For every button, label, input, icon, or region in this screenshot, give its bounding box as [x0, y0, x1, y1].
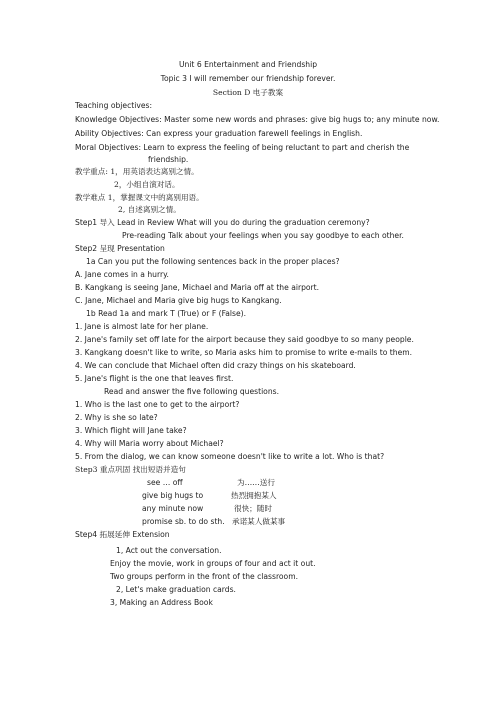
question-4: 4. Why will Maria worry about Michael? [75, 439, 224, 448]
option-b: B. Kangkang is seeing Jane, Michael and Maria off at the airport. [75, 283, 320, 292]
objectives-heading: Teaching objectives: [75, 101, 153, 110]
step2-heading: Step2 呈现 Presentation [75, 244, 165, 253]
exercise-1b: 1b Read 1a and mark T (True) or F (False). [86, 309, 247, 318]
extension-5: 3, Making an Address Book [110, 598, 213, 607]
step1-line2: Pre-reading Talk about your feelings when you say goodbye to each other. [122, 231, 404, 240]
option-c: C. Jane, Michael and Maria give big hugs to Kangkang. [75, 296, 282, 305]
phrase-2-meaning: 热烈拥抱某人 [231, 491, 277, 500]
questions-heading: Read and answer the five following questions. [104, 387, 280, 396]
option-a: A. Jane comes in a hurry. [75, 270, 169, 279]
question-3: 3. Which flight will Jane take? [75, 426, 187, 435]
phrase-3: any minute now [142, 504, 204, 513]
topic-title: Topic 3 I will remember our friendship forever. [160, 74, 336, 83]
knowledge-objective: Knowledge Objectives: Master some new words and phrases: give big hugs to; any minute now. [75, 115, 440, 124]
statement-1: 1. Jane is almost late for her plane. [75, 322, 209, 331]
key-point-2: 2，小组自演对话。 [114, 180, 180, 189]
difficult-point-2: 2, 自述离别之情。 [118, 205, 181, 214]
extension-3: Two groups perform in the front of the classroom. [110, 572, 299, 581]
statement-3: 3. Kangkang doesn't like to write, so Maria asks him to promise to write e-mails to them. [75, 348, 413, 357]
step3-heading: Step3 重点巩固 找出短语并造句 [75, 465, 186, 474]
section-title: Section D 电子教案 [212, 88, 284, 97]
statement-2: 2. Jane's family set off late for the airport because they said goodbye to so many people. [75, 335, 414, 344]
phrase-4: promise sb. to do sth. [142, 517, 225, 526]
extension-4: 2, Let's make graduation cards. [116, 585, 236, 594]
phrase-4-meaning: 承诺某人做某事 [232, 517, 286, 526]
difficult-point-1: 教学难点 1，掌握课文中的离别用语。 [75, 193, 204, 202]
question-1: 1. Who is the last one to get to the airport? [75, 400, 240, 409]
phrase-2: give big hugs to [142, 491, 204, 500]
ability-objective: Ability Objectives: Can express your graduation farewell feelings in English. [75, 129, 363, 138]
step4-heading: Step4 拓展延伸 Extension [75, 530, 170, 539]
question-5: 5. From the dialog, we can know someone doesn't like to write a lot. Who is that? [75, 452, 385, 461]
phrase-3-meaning: 很快；随时 [234, 504, 272, 513]
key-point-1: 教学重点: 1，用英语表达离别之情。 [75, 167, 199, 176]
extension-1: 1, Act out the conversation. [116, 546, 222, 555]
question-2: 2. Why is she so late? [75, 413, 158, 422]
moral-objective: Moral Objectives: Learn to express the feeling of being reluctant to part and cherish the [75, 143, 410, 152]
exercise-1a: 1a Can you put the following sentences back in the proper places? [86, 257, 340, 266]
extension-2: Enjoy the movie, work in groups of four and act it out. [110, 559, 316, 568]
unit-title: Unit 6 Entertainment and Friendship [178, 60, 318, 69]
statement-5: 5. Jane's flight is the one that leaves first. [75, 374, 234, 383]
statement-4: 4. We can conclude that Michael often did crazy things on his skateboard. [75, 361, 356, 370]
phrase-1: see … off [147, 478, 183, 487]
moral-objective-cont: friendship. [148, 155, 189, 164]
phrase-1-meaning: 为……送行 [237, 478, 275, 487]
step1-line1: Step1 导入 Lead in Review What will you do during the graduation ceremony? [75, 218, 370, 227]
